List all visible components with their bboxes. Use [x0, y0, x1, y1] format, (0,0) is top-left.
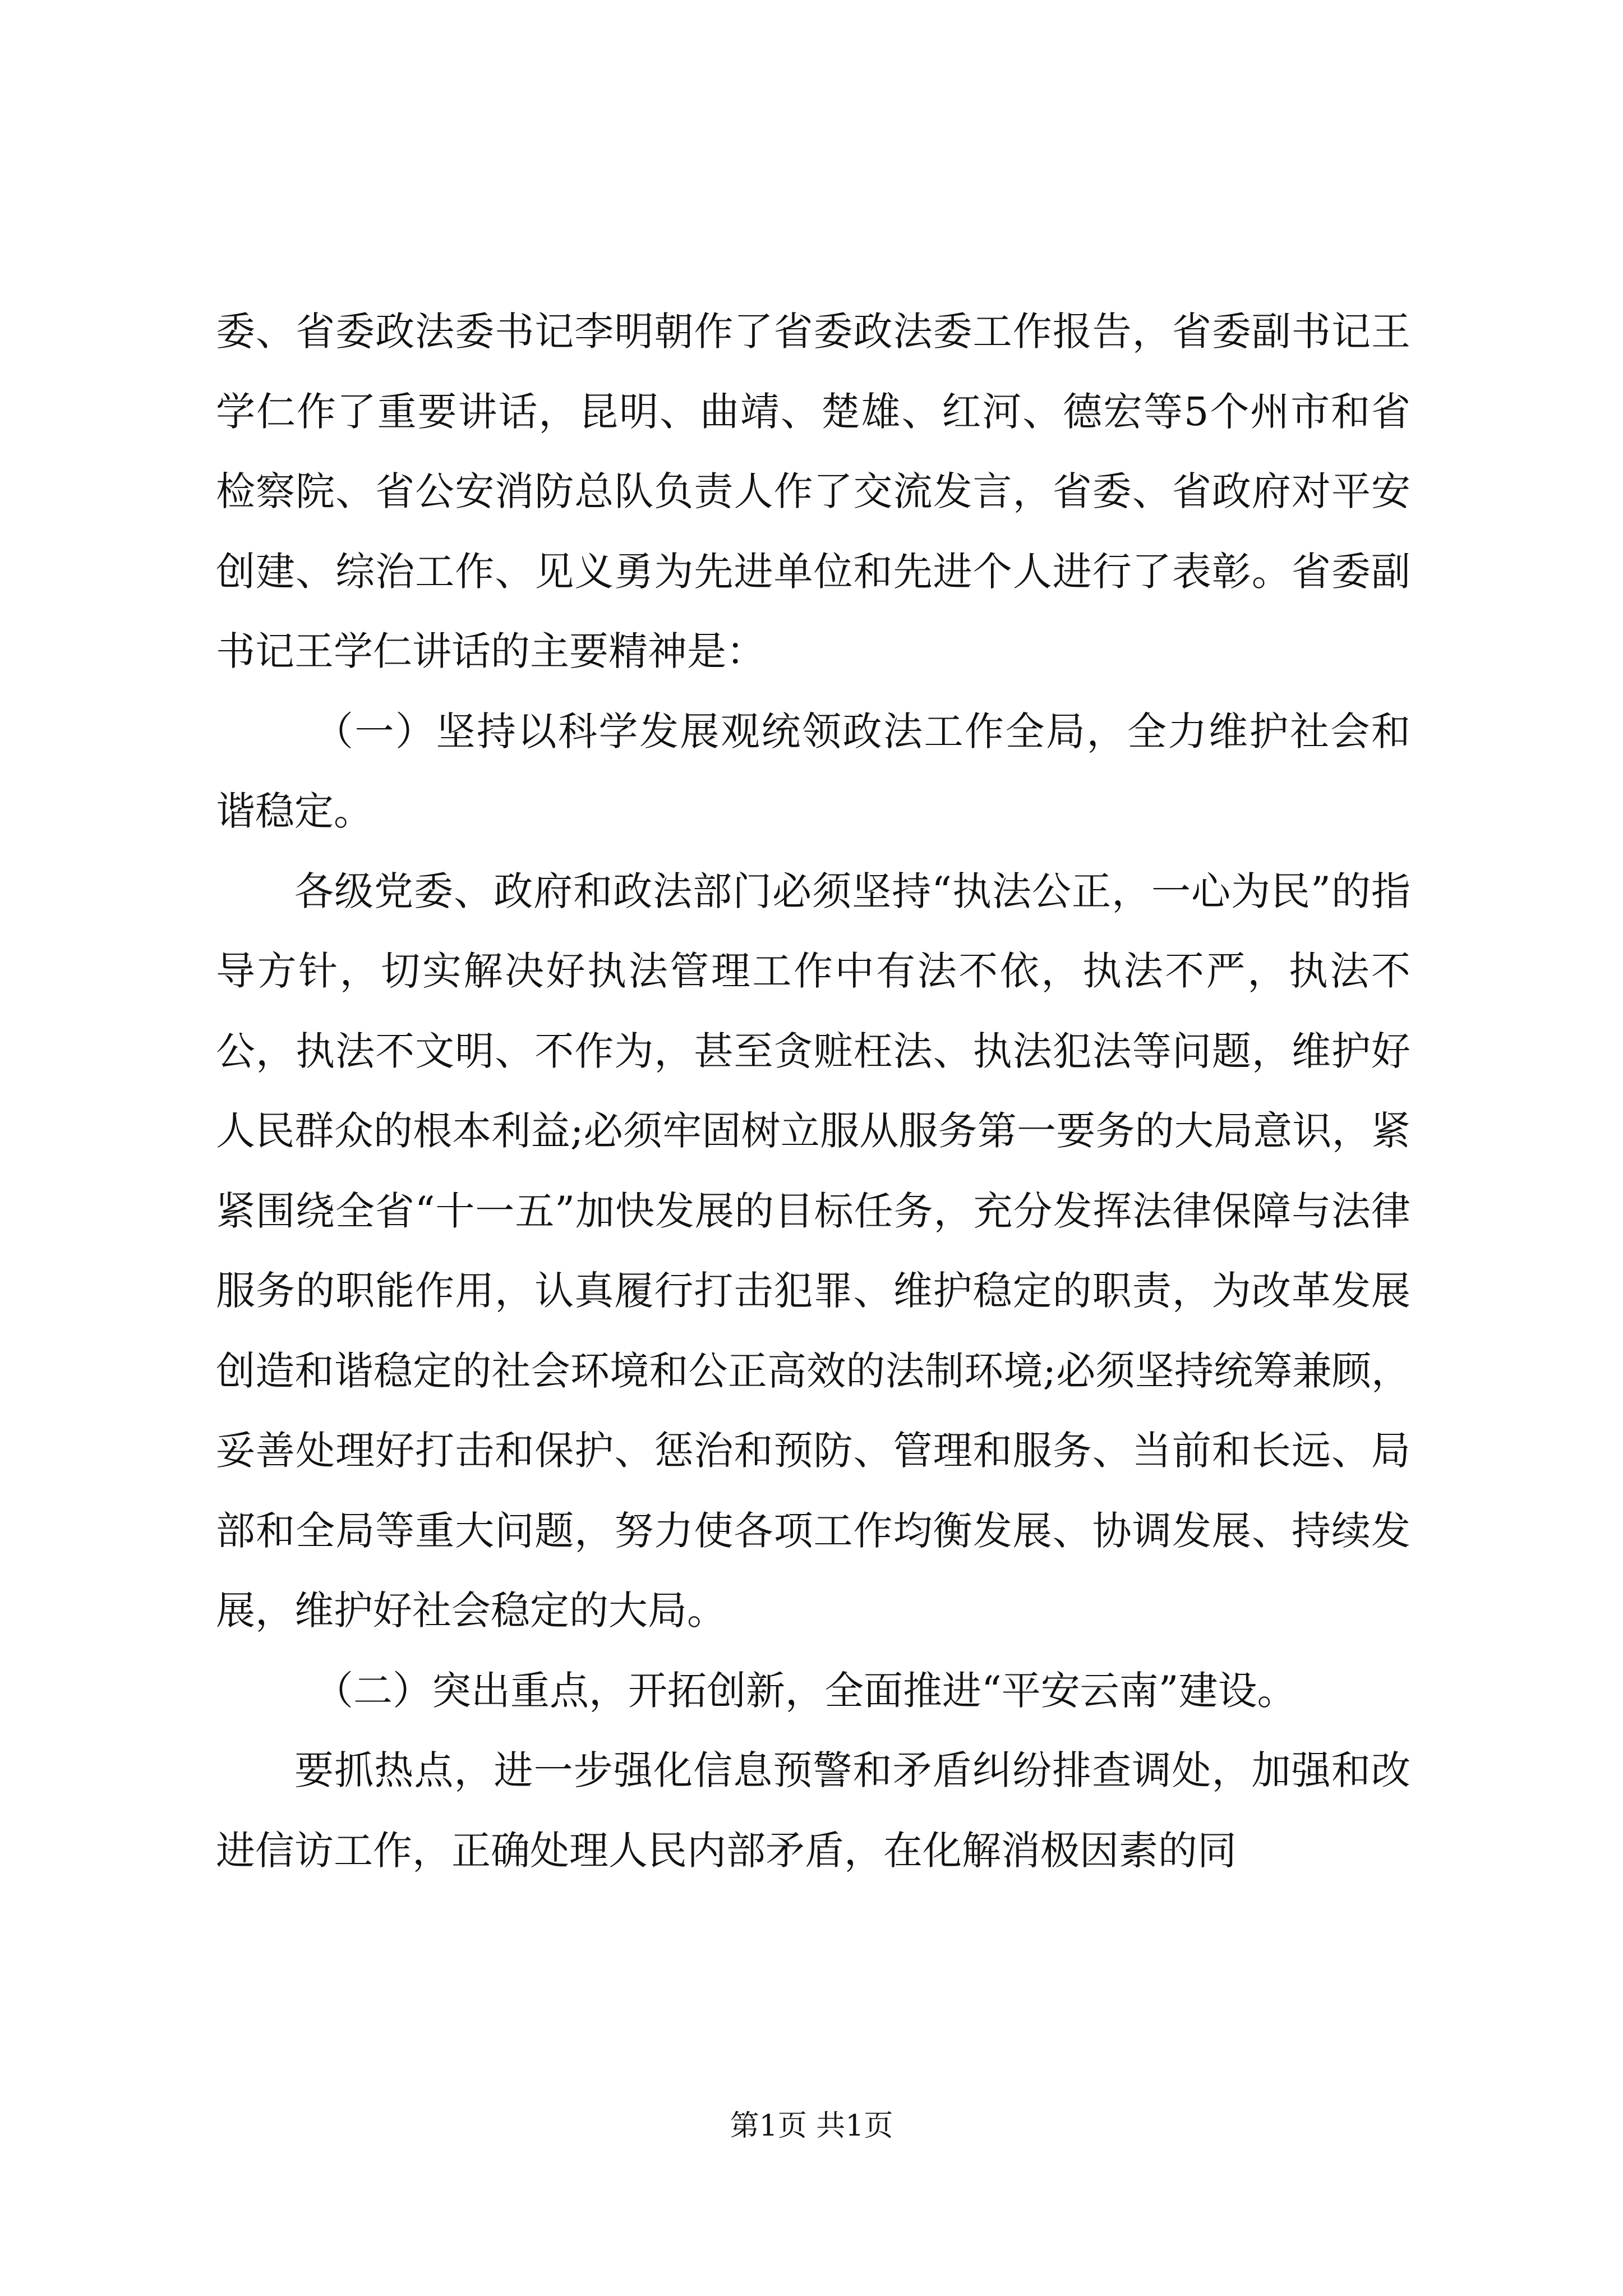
section-heading-2: （二）突出重点，开拓创新，全面推进“平安云南”建设。 [314, 1667, 1297, 1714]
page-number-label: 第1页 共1页 [730, 2109, 893, 2143]
paragraph-section-2: 要抓热点，进一步强化信息预警和矛盾纠纷排查调处，加强和改进信访工作，正确处理人民内部矛盾，在化解消极因素的同 [216, 1747, 1410, 1874]
paragraph-section-1: 各级党委、政府和政法部门必须坚持“执法公正，一心为民”的指导方针，切实解决好执法管理工作中有法不依，执法不严，执法不公，执法不文明、不作为，甚至贪赃枉法、执法犯法等问题，维护好人民群众的根本利益;必须牢固树立服从服务第一要务的大局意识，紧紧围绕全省“十一五”加快发展的目标任务，充分发挥法律保障与法律服务的职能作用，认真履行打击犯罪、维护稳定的职责，为改革发展创造和谐稳定的社会环境和公正高效的法制环境;必须坚持统筹兼顾，妥善处理好打击和保护、惩治和预防、管理和服务、当前和长远、局部和全局等重大问题，努力使各项工作均衡发展、协调发展、持续发展，维护好社会稳定的大局。 [216, 868, 1410, 1634]
document-body [216, 292, 1410, 1890]
page-footer [0, 2104, 1623, 2148]
section-heading-1: （一）坚持以科学发展观统领政法工作全局，全力维护社会和谐稳定。 [216, 708, 1410, 834]
paragraph-continuation: 委、省委政法委书记李明朝作了省委政法委工作报告，省委副书记王学仁作了重要讲话，昆明、曲靖、楚雄、红河、德宏等5个州市和省检察院、省公安消防总队负责人作了交流发言，省委、省政府对平安创建、综治工作、见义勇为先进单位和先进个人进行了表彰。省委副书记王学仁讲话的主要精神是： [216, 309, 1410, 674]
